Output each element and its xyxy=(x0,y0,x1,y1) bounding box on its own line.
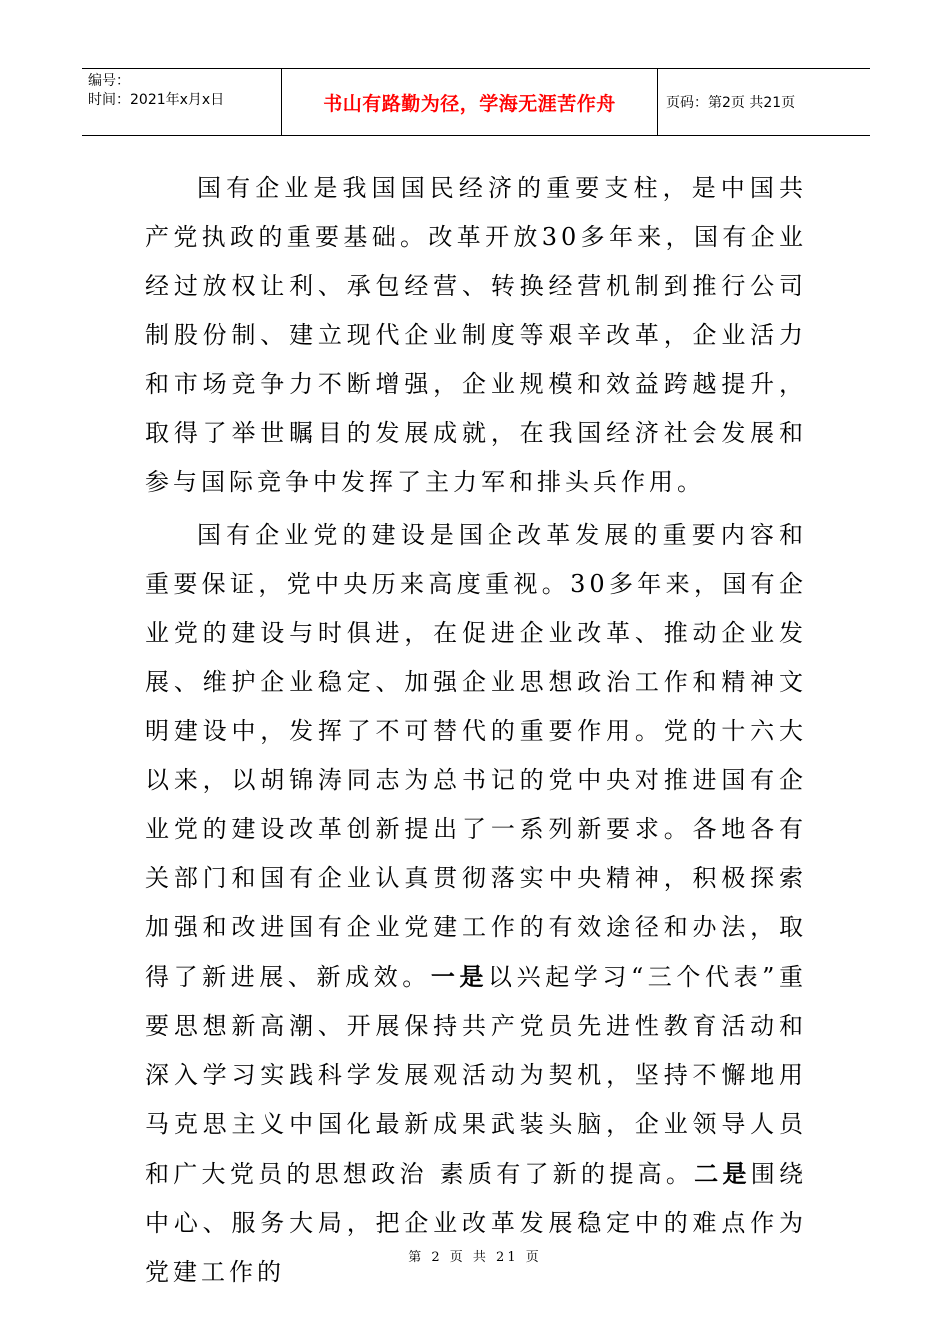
header-slogan: 书山有路勤为径，学海无涯苦作舟 xyxy=(282,69,658,135)
paragraph-2-text-3: 围绕中心、服务大局，把企业改革发展稳定中的难点作为党建工作的 xyxy=(145,1160,808,1286)
number-label: 编号： xyxy=(88,73,130,89)
time-label: 时间：2021年x月x日 xyxy=(88,92,225,108)
emphasis-first: 一是 xyxy=(430,962,489,991)
paragraph-2 xyxy=(145,511,807,1297)
header-meta xyxy=(82,69,282,135)
paragraph-1: 国有企业是我国国民经济的重要支柱，是中国共产党执政的重要基础。改革开放30多年来，国有企业经过放权让利、承包经营、转换经营机制到推行公司制股份制、建立现代企业制度等艰辛改革，企业活力和市场竞争力不断增强，企业规模和效益跨越提升，取得了举世瞩目的发展成就，在我国经济社会发展和参与国际竞争中发挥了主力军和排头兵作用。 xyxy=(145,174,807,496)
emphasis-second: 二是 xyxy=(694,1159,751,1188)
page-footer: 第 2 页 共 21 页 xyxy=(408,1250,542,1265)
document-header xyxy=(82,68,870,136)
paragraph-2-text-2: 以兴起学习“三个代表”重要思想新高潮、开展保持共产党员先进性教育活动和深入学习实践科学发展观活动为契机，坚持不懈地用马克思主义中国化最新成果武装头脑，企业领导人员和广大党员的思想政治 素质有了新的提高。 xyxy=(145,963,808,1188)
header-page-code: 页码：第2页 共21页 xyxy=(666,95,796,111)
document-body xyxy=(145,164,807,1297)
paragraph-2-text-1: 国有企业党的建设是国企改革发展的重要内容和重要保证，党中央历来高度重视。30多年来，国有企业党的建设与时俱进，在促进企业改革、推动企业发展、维护企业稳定、加强企业思想政治工作和精神文明建设中，发挥了不可替代的重要作用。党的十六大以来，以胡锦涛同志为总书记的党中央对推进国有企业党的建设改革创新提出了一系列新要求。各地各有关部门和国有企业认真贯彻落实中央精神，积极探索加强和改进国有企业党建工作的有效途径和办法，取得了新进展、新成效。 xyxy=(145,521,807,991)
